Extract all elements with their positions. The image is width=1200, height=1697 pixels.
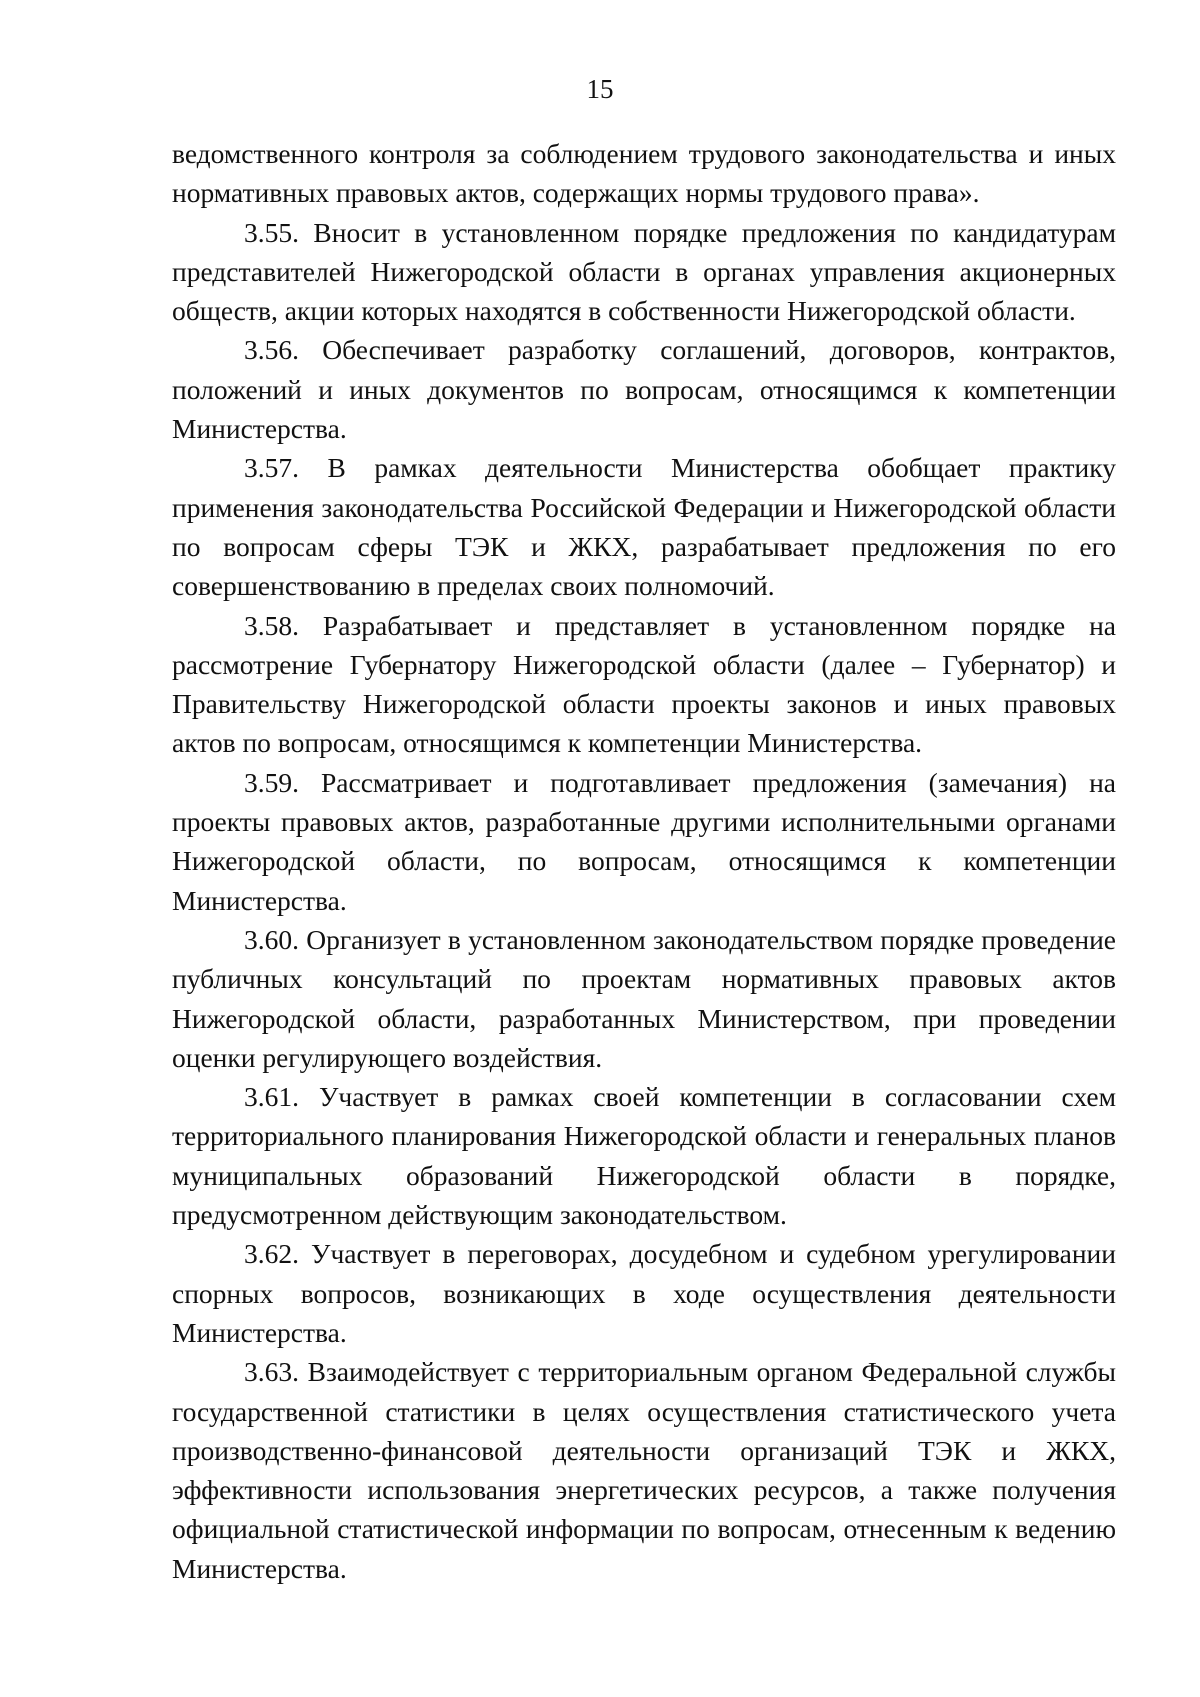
paragraph-3-55: 3.55. Вносит в установленном порядке предложения по кандидатурам представителей Нижегородской области в органах управления акционерных обществ, акции которых находятся в собственности Нижегородской области. bbox=[172, 216, 1116, 327]
paragraph-3-56: 3.56. Обеспечивает разработку соглашений, договоров, контрактов, положений и иных документов по вопросам, относящимся к компетенции Министерства. bbox=[172, 334, 1116, 445]
paragraph-3-62: 3.62. Участвует в переговорах, досудебном и судебном урегулировании спорных вопросов, возникающих в ходе осуществления деятельности Министерства. bbox=[172, 1238, 1116, 1348]
paragraph-3-63: 3.63. Взаимодействует с территориальным органом Федеральной службы государственной статистики в целях осуществления статистического учета производственно-финансовой деятельности организаций ТЭК и ЖКХ, эффективности использования энергетических ресурсов, а также получения официальной статистической информации по вопросам, отнесенным к ведению Министерства. bbox=[172, 1356, 1116, 1584]
paragraph-continuation: ведомственного контроля за соблюдением трудового законодательства и иных нормативных правовых актов, содержащих нормы трудового права». bbox=[172, 138, 1116, 209]
page-number: 15 bbox=[586, 74, 614, 104]
paragraph-3-61: 3.61. Участвует в рамках своей компетенции в согласовании схем территориального планирования Нижегородской области и генеральных планов муниципальных образований Нижегородской области в порядке, предусмотренном действующим законодательством. bbox=[172, 1081, 1116, 1231]
document-body bbox=[172, 134, 1116, 1588]
paragraph-3-60: 3.60. Организует в установленном законодательством порядке проведение публичных консультаций по проектам нормативных правовых актов Нижегородской области, разработанных Министерством, при проведении оценки регулирующего воздействия. bbox=[172, 923, 1116, 1073]
paragraph-3-57: 3.57. В рамках деятельности Министерства обобщает практику применения законодательства Российской Федерации и Нижегородской области по вопросам сферы ТЭК и ЖКХ, разрабатывает предложения по его совершенствованию в пределах своих полномочий. bbox=[172, 452, 1116, 602]
paragraph-3-59: 3.59. Рассматривает и подготавливает предложения (замечания) на проекты правовых актов, разработанные другими исполнительными органами Нижегородской области, по вопросам, относящимся к компетенции Министерства. bbox=[172, 766, 1116, 916]
paragraph-3-58: 3.58. Разрабатывает и представляет в установленном порядке на рассмотрение Губернатору Нижегородской области (далее – Губернатор) и Правительству Нижегородской области проекты законов и иных правовых актов по вопросам, относящимся к компетенции Министерства. bbox=[172, 609, 1116, 759]
